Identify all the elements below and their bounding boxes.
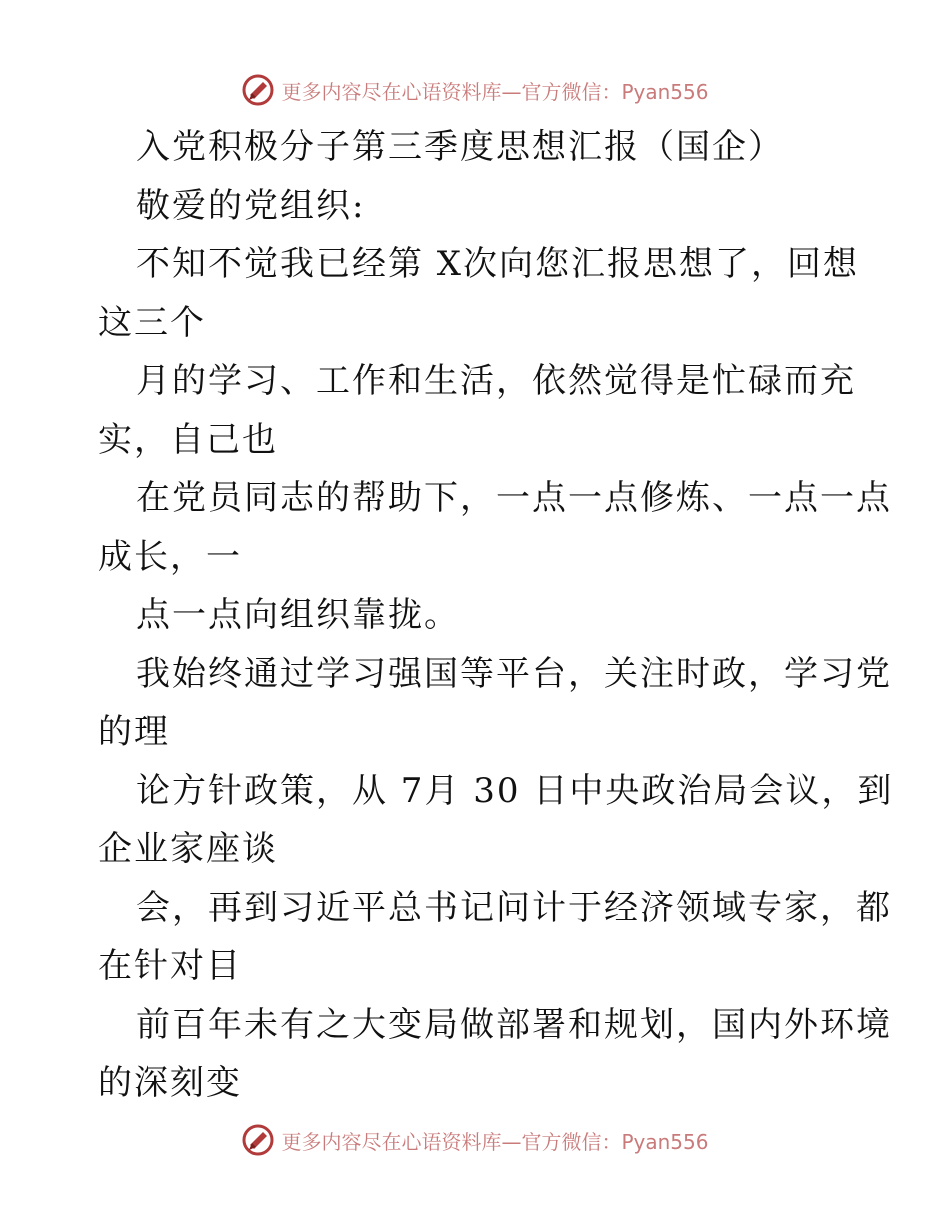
- header-banner-text: 更多内容尽在心语资料库—官方微信：Pyan556: [281, 79, 709, 104]
- body-line: 企业家座谈: [98, 829, 278, 869]
- body-line: 论方针政策，从 7月 30 日中央政治局会议，到: [136, 770, 894, 811]
- footer-banner-text: 更多内容尽在心语资料库—官方微信：Pyan556: [281, 1129, 709, 1154]
- brand-logo-icon: [241, 73, 275, 107]
- footer-banner: [0, 1120, 950, 1160]
- document-body: [98, 118, 894, 1113]
- body-line: 这三个: [98, 302, 206, 343]
- body-line: 月的学习、工作和生活，依然觉得是忙碌而充: [136, 361, 856, 401]
- body-line: 在党员同志的帮助下，一点一点修炼、一点一点: [136, 478, 892, 518]
- document-title: 入党积极分子第三季度思想汇报（国企）: [136, 127, 784, 167]
- body-line: 点一点向组织靠拢。: [136, 595, 460, 635]
- body-line: 实，自己也: [98, 419, 278, 460]
- header-banner: [0, 70, 950, 110]
- body-line: 不知不觉我已经第 X次向您汇报思想了，回想: [136, 244, 860, 284]
- body-line: 前百年未有之大变局做部署和规划，国内外环境: [136, 1004, 892, 1045]
- body-line: 的深刻变: [98, 1063, 242, 1103]
- body-line: 我始终通过学习强国等平台，关注时政，学习党: [136, 653, 892, 694]
- body-line: 会，再到习近平总书记问计于经济领域专家，都: [136, 887, 892, 928]
- body-line: 在针对目: [98, 946, 242, 986]
- salutation: 敬爱的党组织:: [136, 185, 366, 226]
- brand-logo-icon: [241, 1123, 275, 1157]
- body-line: 的理: [98, 712, 170, 752]
- body-line: 成长，一: [98, 536, 242, 577]
